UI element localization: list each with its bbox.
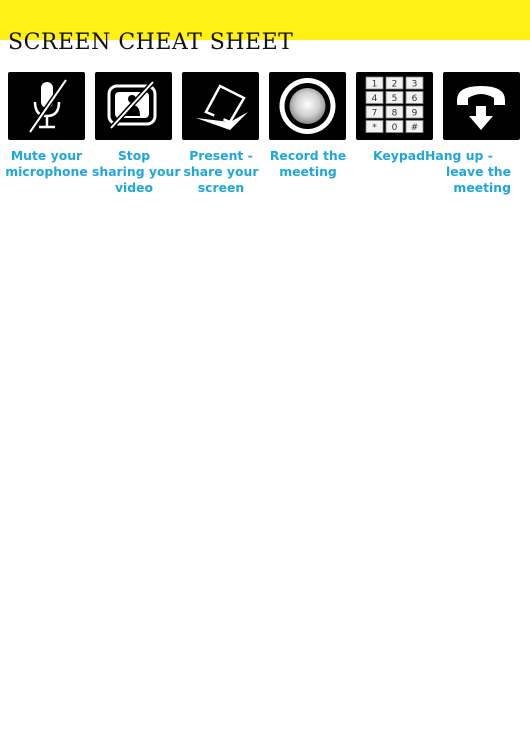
caption-stop-video: Stop sharing your video	[92, 148, 181, 195]
present-screen-tile[interactable]	[182, 72, 259, 140]
svg-text:9: 9	[411, 108, 418, 119]
keypad-key	[406, 77, 423, 90]
keypad-key	[406, 106, 423, 119]
svg-text:*: *	[372, 123, 377, 133]
caption-present-screen: Present - share your screen	[183, 148, 259, 195]
record-icon	[269, 72, 346, 140]
mute-microphone-tile[interactable]	[8, 72, 85, 140]
keypad-key	[366, 121, 383, 134]
keypad-key	[406, 92, 423, 105]
caption-keypad: Keypad	[373, 148, 425, 163]
laptop-icon	[182, 72, 259, 140]
svg-text:5: 5	[391, 94, 398, 104]
svg-text:6: 6	[411, 94, 418, 104]
keypad-key	[386, 121, 403, 134]
keypad-key	[386, 77, 403, 90]
video-off-icon	[95, 72, 172, 140]
keypad-tile[interactable]	[356, 72, 433, 140]
caption-hang-up: Hang up - leave the meeting	[425, 148, 511, 195]
keypad-key	[406, 121, 423, 134]
keypad-key	[386, 106, 403, 119]
caption-mute-microphone: Mute your microphone	[5, 148, 88, 179]
keypad-icon	[356, 72, 433, 140]
stop-video-tile[interactable]	[95, 72, 172, 140]
hang-up-icon	[443, 72, 520, 140]
page-title: SCREEN CHEAT SHEET	[8, 30, 294, 55]
keypad-key	[386, 92, 403, 105]
svg-text:0: 0	[391, 123, 398, 133]
svg-text:8: 8	[391, 108, 398, 119]
svg-text:3: 3	[411, 79, 418, 90]
svg-text:4: 4	[371, 94, 378, 104]
microphone-muted-icon	[8, 72, 85, 140]
svg-text:#: #	[410, 123, 419, 133]
svg-text:7: 7	[371, 108, 378, 119]
keypad-key	[366, 77, 383, 90]
caption-record-meeting: Record the meeting	[269, 148, 347, 179]
keypad-key	[366, 92, 383, 105]
hang-up-tile[interactable]	[443, 72, 520, 140]
record-meeting-tile[interactable]	[269, 72, 346, 140]
svg-text:2: 2	[391, 79, 398, 90]
svg-text:1: 1	[371, 79, 378, 90]
keypad-key	[366, 106, 383, 119]
